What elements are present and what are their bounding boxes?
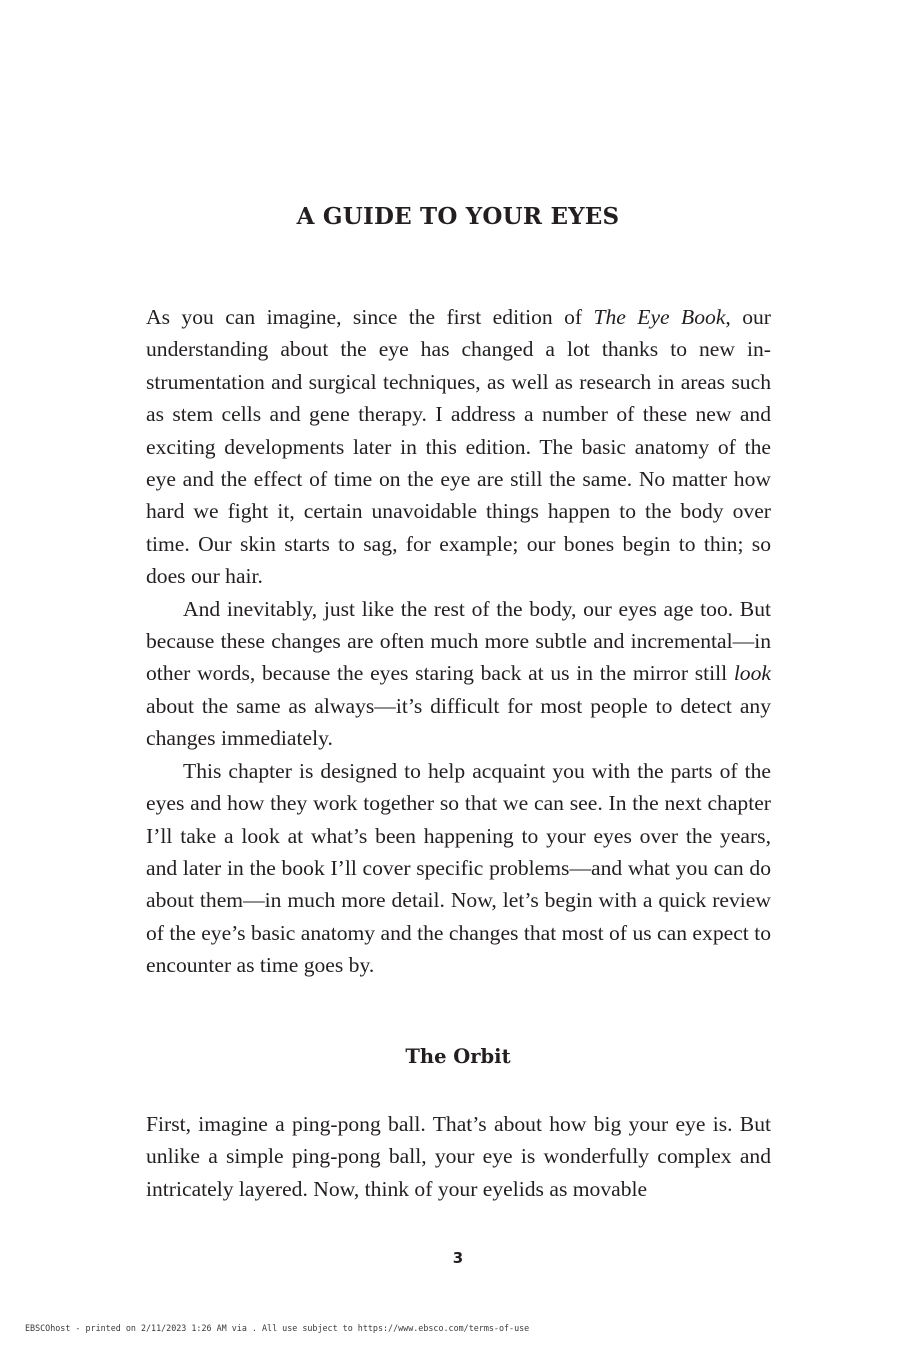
section-text xyxy=(146,1108,771,1205)
paragraph-2-text-b: about the same as always—it’s difficult for most people to detect any changes immediately. xyxy=(146,693,771,751)
page-number: 3 xyxy=(452,1249,464,1267)
paragraph-2-text-a: And inevitably, just like the rest of the body, our eyes age too. But because these changes are often much more subtle and incremental—in other words, because the eyes staring back at us in the mirror still xyxy=(146,596,771,686)
look-italic: look xyxy=(733,661,771,686)
intro-text xyxy=(146,301,771,982)
paragraph-1-text-b: , our understanding about the eye has changed a lot thanks to new instrumentation and surgical techniques, as well as research in areas such as stem cells and gene therapy. I address a number of these new and exciting developments later in this edition. The basic anatomy of the eye and the effect of time on the eye are still the same. No matter how hard we fight it, certain unavoidable things happen to the body over time. Our skin starts to sag, for example; our bones begin to thin; so does our hair. xyxy=(146,305,771,589)
book-title-italic: The Eye Book xyxy=(593,305,726,329)
paragraph-1-text-a: As you can imagine, since the first edition of xyxy=(146,305,594,329)
chapter-title: A GUIDE TO YOUR EYES xyxy=(296,203,620,230)
print-footer: EBSCOhost - printed on 2/11/2023 1:26 AM via . All use subject to https://www.ebsco.com/terms-of-use xyxy=(25,1323,530,1333)
section-paragraph-1: First, imagine a ping-pong ball. That’s about how big your eye is. But unlike a simple ping-pong ball, your eye is wonderfully complex and intricately layered. Now, think of your eyelids as movable xyxy=(146,1112,771,1201)
paragraph-2 xyxy=(146,593,771,755)
paragraph-1 xyxy=(146,301,771,593)
paragraph-3: This chapter is designed to help acquaint you with the parts of the eyes and how they work together so that we can see. In the next chapter I’ll take a look at what’s been happening to your eyes over the years, and later in the book I’ll cover specific problems—and what you can do about them—in much more detail. Now, let’s begin with a quick review of the eye’s basic anatomy and the changes that most of us can expect to encounter as time goes by. xyxy=(146,758,771,978)
section-heading: The Orbit xyxy=(405,1045,511,1068)
